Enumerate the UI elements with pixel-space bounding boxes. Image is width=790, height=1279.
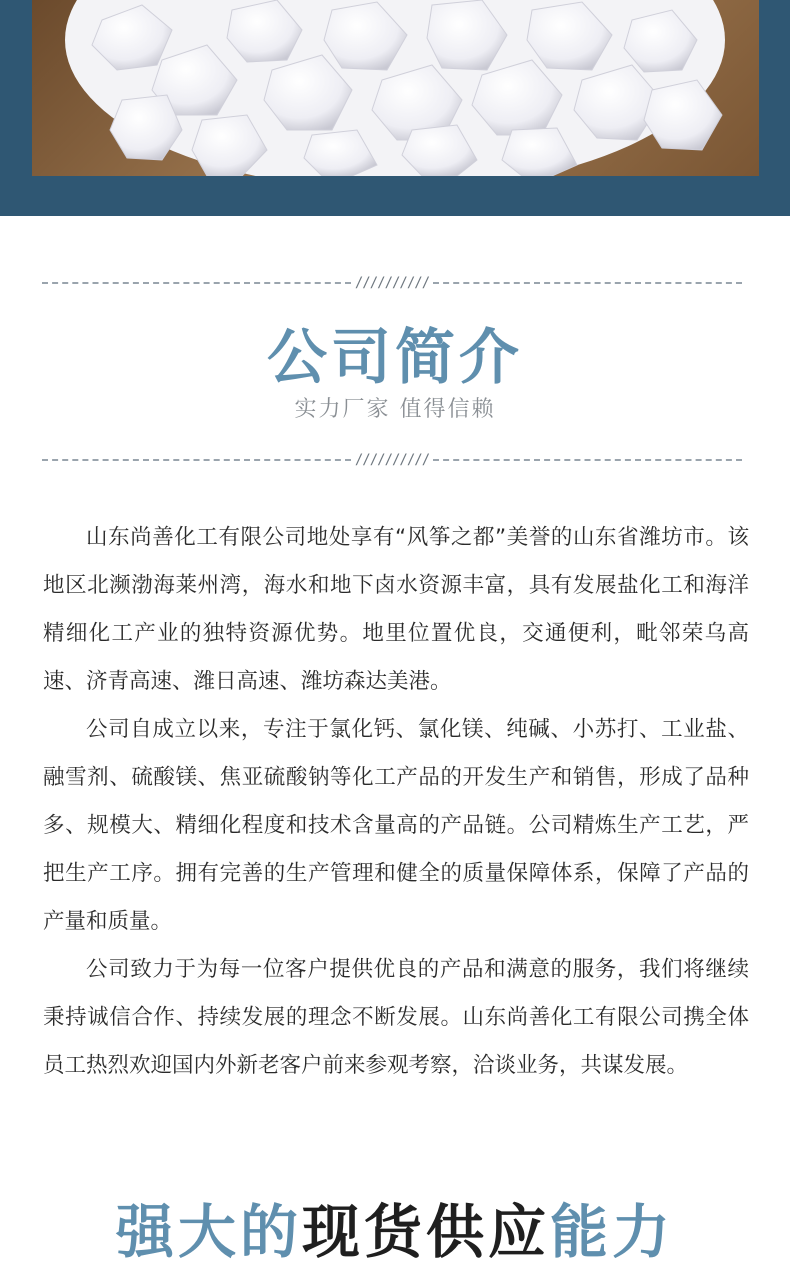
salt-crystal-photo [32,0,759,176]
top-divider [42,273,742,293]
intro-paragraph: 山东尚善化工有限公司地处享有“风筝之都”美誉的山东省潍坊市。该地区北濒渤海莱州湾，海水和地下卤水资源丰富，具有发展盐化工和海洋精细化工产业的独特资源优势。地里位置优良，交通便利，毗邻荣乌高速、济青高速、潍日高速、潍坊森达美港。 [43,525,749,694]
dashed-line-left [42,282,351,284]
supply-capacity-heading [0,1185,790,1269]
intro-paragraph: 公司致力于为每一位客户提供优良的产品和满意的服务，我们将继续秉持诚信合作、持续发展的理念不断发展。山东尚善化工有限公司携全体员工热烈欢迎国内外新老客户前来参观考察，洽谈业务，共谋发展。 [43,957,749,1078]
dashed-line-left [42,459,351,461]
section-title: 公司简介 [267,323,523,393]
dashed-line-right [433,282,742,284]
section-subtitle: 实力厂家 值得信赖 [294,397,496,422]
heading-part-2: 现货供应 [301,1198,550,1266]
top-banner [0,0,790,216]
heading-part-1: 强大的 [115,1198,302,1266]
divider-slashes: ////////// [354,275,430,291]
salt-crystals-graphic [32,0,759,176]
intro-paragraph: 公司自成立以来，专注于氯化钙、氯化镁、纯碱、小苏打、工业盐、融雪剂、硫酸镁、焦亚硫酸钠等化工产品的开发生产和销售，形成了品种多、规模大、精细化程度和技术含量高的产品链。公司精炼生产工艺，严把生产工序。拥有完善的生产管理和健全的质量保障体系，保障了产品的产量和质量。 [43,717,749,934]
dashed-line-right [433,459,742,461]
bottom-divider [42,450,742,470]
company-intro-text [43,514,749,1090]
heading-part-3: 能力 [550,1198,675,1266]
divider-slashes: ////////// [354,452,430,468]
